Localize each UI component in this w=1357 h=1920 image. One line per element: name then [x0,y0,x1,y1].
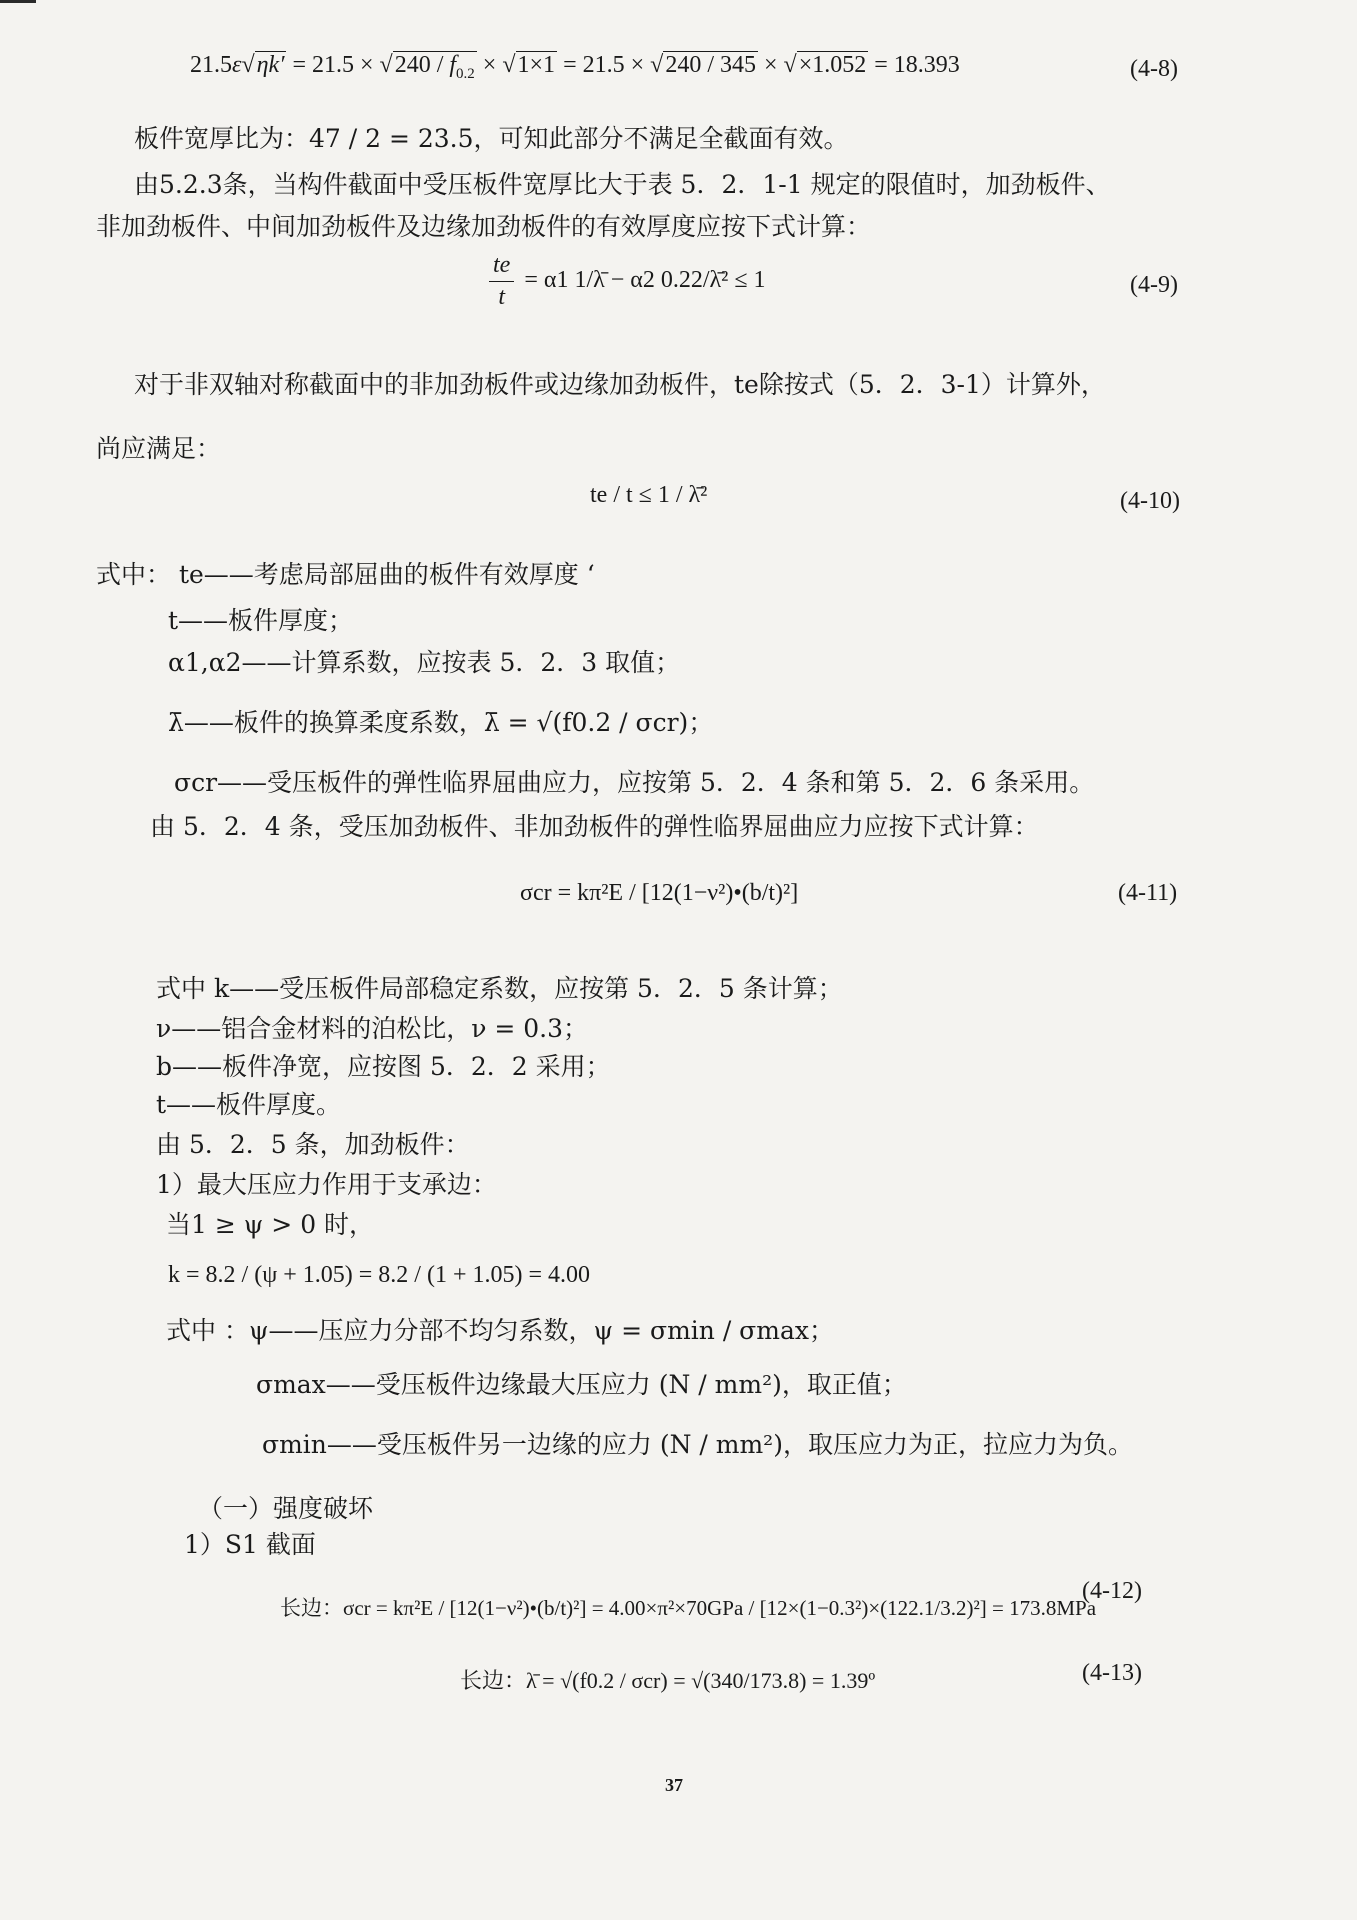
def-lambda: λ̄——板件的换算柔度系数，λ̄ = √(f0.2 / σcr)； [168,708,714,737]
equation-4-12: 长边：σcr = kπ²E / [12(1−ν²)•(b/t)²] = 4.00×π²×70GPa / [12×(1−0.3²)×(122.1/3.2)²] = 173.8MPa [280,1596,1097,1620]
def-t: t——板件厚度； [168,606,354,635]
eq-number-4-11: (4-11) [1118,880,1178,906]
section-strength-failure: （一）强度破坏 [198,1494,374,1523]
equation-4-11: σcr = kπ²E / [12(1−ν²)•(b/t)²] [520,880,799,906]
eq-number-4-9: (4-9) [1130,272,1178,298]
eq-number-4-12: (4-12) [1082,1578,1142,1604]
equation-4-10: te / t ≤ 1 / λ̄² [590,482,708,508]
def-b: b——板件净宽，应按图 5．2．2 采用； [156,1052,611,1081]
def-sigma-min: σmin——受压板件另一边缘的应力 (N / mm²)，取压应力为正，拉应力为负。 [262,1430,1133,1459]
non-symmetric-line-1: 对于非双轴对称截面中的非加劲板件或边缘加劲板件，te除按式（5．2．3-1）计算外， [134,370,1106,399]
clause-524: 由 5．2．4 条，受压加劲板件、非加劲板件的弹性临界屈曲应力应按下式计算： [150,812,1039,841]
eq-number-4-8: (4-8) [1130,56,1178,82]
def-te: 式中： te——考虑局部屈曲的板件有效厚度 ‘ [96,560,595,589]
clause-523-line-1: 由5.2.3条，当构件截面中受压板件宽厚比大于表 5．2．1-1 规定的限值时，加劲板件、 [134,170,1111,199]
clause-525: 由 5．2．5 条，加劲板件： [156,1130,470,1159]
def-alpha: α1,α2——计算系数，应按表 5．2．3 取值； [168,648,681,677]
condition: 当1 ≥ ψ > 0 时， [166,1210,375,1239]
def-sigma-max: σmax——受压板件边缘最大压应力 (N / mm²)，取正值； [256,1370,907,1399]
equation-4-13: 长边：λ̄ = √(f0.2 / σcr) = √(340/173.8) = 1.39º [460,1668,876,1693]
def-k: 式中 k——受压板件局部稳定系数，应按第 5．2．5 条计算； [156,974,843,1003]
eq-number-4-10: (4-10) [1120,488,1180,514]
def-sigma-cr: σcr——受压板件的弹性临界屈曲应力，应按第 5．2．4 条和第 5．2．6 条采用。 [174,768,1095,797]
scan-edge-mark [0,0,36,3]
non-symmetric-line-2: 尚应满足： [96,434,222,463]
def-psi: 式中 ：ψ——压应力分部不均匀系数，ψ = σmin / σmax； [166,1316,834,1345]
clause-523-line-2: 非加劲板件、中间加劲板件及边缘加劲板件的有效厚度应按下式计算： [96,212,872,241]
equation-4-8: $21.5\varepsilon√\eta k' = 21.5 \times √240 / f_{0.2} \times √1\times 1 = 21.5 \times √240 / 345 \times √\times 1.052 = 18.393$ [190,52,960,82]
def-t-2: t——板件厚度。 [156,1090,342,1119]
section-s1: 1）S1 截面 [184,1530,316,1559]
width-thickness-ratio: 板件宽厚比为：47 / 2 = 23.5，可知此部分不满足全截面有效。 [134,124,849,153]
page-number: 37 [665,1775,683,1795]
eq-number-4-13: (4-13) [1082,1660,1142,1686]
equation-k: k = 8.2 / (ψ + 1.05) = 8.2 / (1 + 1.05) = 4.00 [168,1262,591,1288]
equation-4-9: $\frac{te}{t}$ = α1 1/λ̄ − α2 0.22/λ̄² ≤ 1 [485,252,766,311]
case-1: 1）最大压应力作用于支承边： [156,1170,497,1199]
def-poisson: ν——铝合金材料的泊松比，ν = 0.3； [156,1014,588,1043]
